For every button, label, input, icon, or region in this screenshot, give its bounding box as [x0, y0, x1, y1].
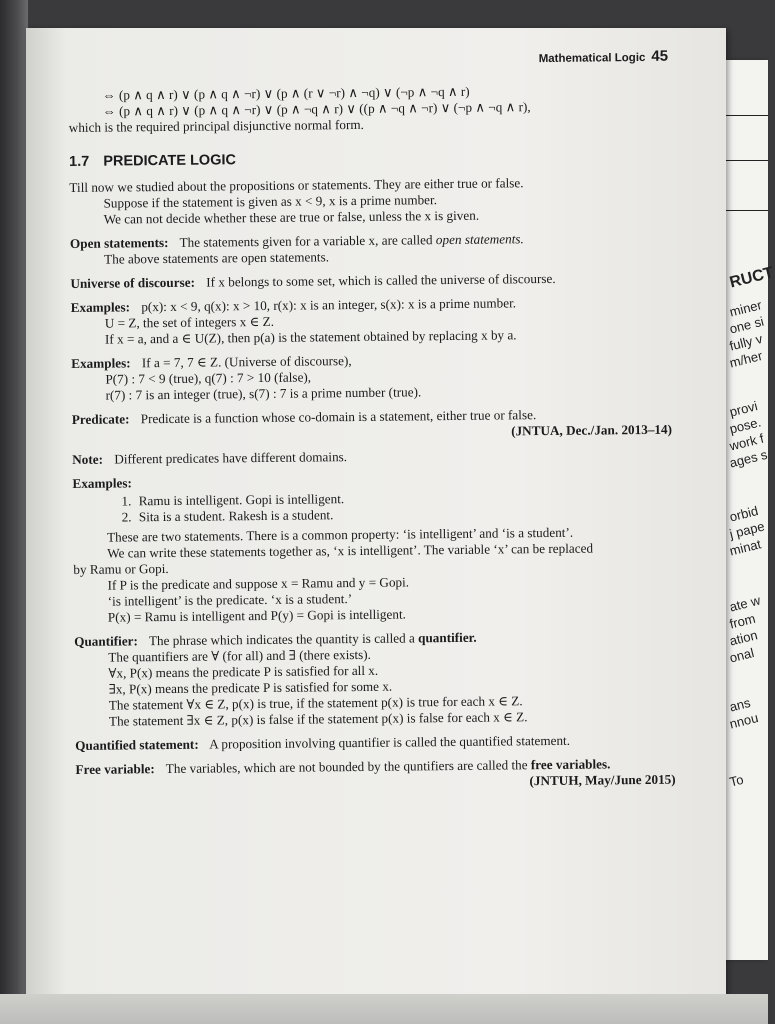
- intro-line: Till now we studied about the propositions or statements. They are either true or false.: [69, 175, 524, 195]
- note-block: [72, 445, 702, 468]
- section-title: PREDICATE LOGIC: [103, 152, 237, 170]
- adjacent-fragment: nnou: [728, 710, 760, 732]
- defined-term: open statements.: [435, 231, 524, 248]
- list-item: 2. Sita is a student. Rakesh is a student.: [135, 503, 703, 525]
- list-item: 1. Ramu is intelligent. Gopi is intelligent.: [135, 487, 703, 509]
- adjacent-rule: [722, 115, 768, 116]
- body-line: The above statements are open statements.: [104, 249, 330, 267]
- body-line: ‘is intelligent’ is the predicate. ‘x is a student.’: [107, 591, 353, 609]
- adjacent-fragment: ate w: [728, 592, 762, 615]
- adjacent-fragment: To: [728, 771, 745, 790]
- note-label: Note:: [72, 451, 104, 467]
- definition-label: Open statements:: [69, 234, 169, 251]
- body-line: We can write these statements together as, ‘x is intelligent’. The variable ‘x’ can be replaced: [107, 540, 594, 561]
- exam-reference: (JNTUA, Dec./Jan. 2013–14): [511, 421, 673, 439]
- definition-label: Predicate:: [71, 411, 130, 427]
- definition-text: A proposition involving quantifier is called the quantified statement.: [209, 732, 571, 752]
- examples-label: Examples:: [70, 299, 131, 315]
- formula-line: ⇔ (p ∧ q ∧ r) ∨ (p ∧ q ∧ ¬r) ∨ (p ∧ ¬q ∧ r) ∨ ((p ∧ ¬q ∧ ¬r) ∨ (¬p ∧ ¬q ∧ r),: [102, 99, 531, 119]
- defined-term: quantifier.: [417, 629, 477, 646]
- adjacent-fragment: ans: [728, 694, 752, 715]
- adjacent-rule: [722, 160, 768, 161]
- examples-label: Examples:: [71, 355, 131, 371]
- note-text: Different predicates have different domains.: [114, 449, 348, 467]
- defined-term: free variables.: [530, 756, 611, 773]
- adjacent-fragment: m/her: [728, 347, 764, 371]
- examples-label: Examples:: [72, 475, 132, 491]
- adjacent-fragment: one si: [728, 313, 766, 337]
- adjacent-fragment: work f: [728, 430, 766, 454]
- example-line: P(7) : 7 < 9 (true), q(7) : 7 > 10 (false),: [105, 369, 312, 387]
- body-line: The quantifiers are ∀ (for all) and ∃ (there exists).: [108, 646, 372, 665]
- body-line: ∃x, P(x) means the predicate P is satisfied for some x.: [108, 678, 393, 697]
- definition-label: Universe of discourse:: [70, 274, 195, 291]
- definition-label: Free variable:: [75, 761, 155, 777]
- definition-text: The phrase which indicates the quantity is called a: [148, 630, 415, 649]
- adjacent-rule: [722, 210, 768, 211]
- body-line: The statement ∃x ∈ Z, p(x) is false if the statement p(x) is false for each x ∈ Z.: [108, 709, 528, 729]
- body-line: If P is the predicate and suppose x = Ramu and y = Gopi.: [107, 574, 410, 593]
- intro-line: We can not decide whether these are true or false, unless the x is given.: [103, 207, 480, 227]
- adjacent-fragment: onal: [728, 645, 756, 666]
- adjacent-fragment: minat: [728, 536, 763, 559]
- body-line: ∀x, P(x) means the predicate P is satisfied for all x.: [108, 662, 379, 681]
- adjacent-fragment: ages s: [728, 446, 769, 471]
- definition-text: The variables, which are not bounded by the quntifiers are called the: [165, 757, 528, 777]
- running-title: Mathematical Logic: [538, 51, 646, 66]
- adjacent-fragment: j pape: [728, 518, 766, 542]
- definition-text: Predicate is a function whose co-domain is a statement, either true or false.: [140, 407, 537, 427]
- example-line: If x = a, and a ∈ U(Z), then p(a) is the statement obtained by replacing x by a.: [104, 327, 517, 347]
- formula-conclusion: which is the required principal disjunctive normal form.: [68, 116, 365, 135]
- table-surface: [0, 994, 768, 1024]
- book-spine-shadow: [0, 0, 28, 1024]
- exam-reference: (JNTUH, May/June 2015): [529, 771, 676, 789]
- page-content: [68, 48, 706, 794]
- body-line: P(x) = Ramu is intelligent and P(y) = Gopi is intelligent.: [107, 606, 406, 625]
- examples-list: [73, 487, 703, 526]
- adjacent-fragment: RUCT: [728, 264, 775, 292]
- definition-text: The statements given for a variable x, are called: [179, 232, 433, 250]
- adjacent-fragment: miner: [728, 297, 764, 320]
- quantified-statement-definition: [75, 731, 705, 754]
- example-line: U = Z, the set of integers x ∈ Z.: [104, 313, 275, 331]
- definition-text: If x belongs to some set, which is called the universe of discourse.: [206, 270, 556, 290]
- adjacent-fragment: orbid: [728, 503, 760, 525]
- definition-label: Quantified statement:: [75, 736, 199, 753]
- formula-line: ⇔ (p ∧ q ∧ r) ∨ (p ∧ q ∧ ¬r) ∨ (p ∧ (r ∨ ¬r) ∧ ¬q) ∨ (¬p ∧ ¬q ∧ r): [102, 83, 470, 103]
- adjacent-page-edge: [722, 60, 775, 960]
- body-line: These are two statements. There is a common property: ‘is intelligent’ and ‘is a student’.: [106, 524, 574, 545]
- section-number: 1.7: [69, 153, 90, 170]
- adjacent-fragment: from: [728, 610, 757, 632]
- adjacent-fragment: ation: [728, 627, 759, 649]
- definition-label: Quantifier:: [74, 633, 138, 649]
- section-heading: [69, 147, 699, 170]
- page-number: 45: [651, 47, 669, 65]
- example-line: p(x): x < 9, q(x): x > 10, r(x): x is an integer, s(x): x is a prime number.: [141, 295, 517, 315]
- example-line: If a = 7, 7 ∈ Z. (Universe of discourse),: [141, 353, 352, 371]
- body-line: The statement ∀x ∈ Z, p(x) is true, if the statement p(x) is true for each x ∈ Z.: [108, 693, 523, 713]
- universe-definition: [70, 269, 700, 292]
- example-line: r(7) : 7 is an integer (true), s(7) : 7 is a prime number (true).: [105, 384, 422, 403]
- adjacent-fragment: pose.: [728, 414, 763, 437]
- adjacent-fragment: provi: [728, 398, 759, 420]
- body-line: by Ramu or Gopi.: [73, 560, 169, 577]
- adjacent-fragment: fully v: [728, 330, 764, 354]
- intro-line: Suppose if the statement is given as x < 9, x is a prime number.: [103, 192, 438, 211]
